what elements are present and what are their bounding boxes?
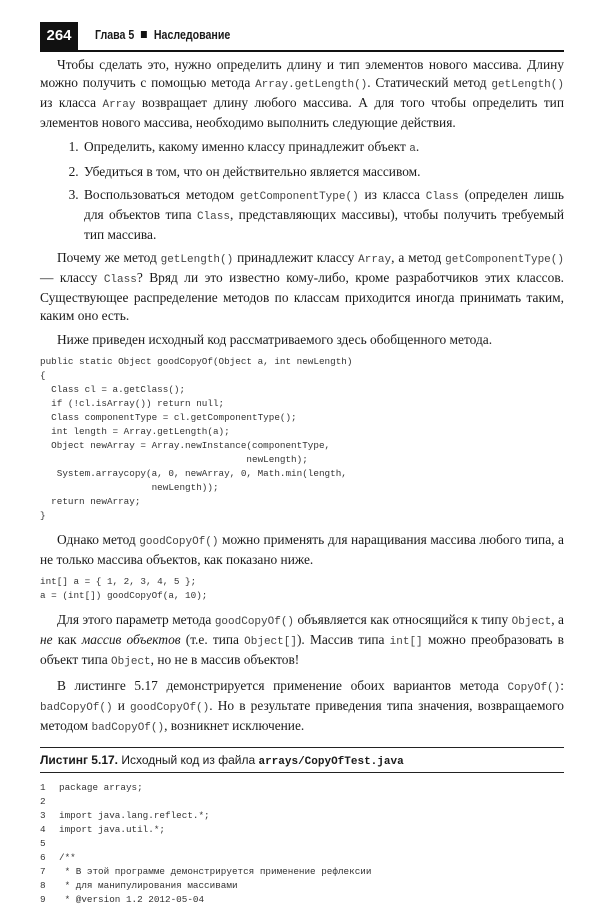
text-run: Определить, какому именно классу принадлежит объект bbox=[84, 139, 410, 154]
line-number: 6 bbox=[40, 852, 46, 863]
line-number: 2 bbox=[40, 796, 46, 807]
inline-code: Class bbox=[425, 191, 459, 203]
listing-filename: arrays/CopyOfTest.java bbox=[258, 756, 404, 768]
inline-code: int[] bbox=[389, 636, 423, 648]
listing-line bbox=[40, 837, 564, 851]
line-number: 3 bbox=[40, 810, 46, 821]
line-code: * В этой программе демонстрируется применение рефлексии bbox=[59, 866, 372, 877]
inline-code: Object bbox=[511, 616, 552, 628]
inline-code: getLength() bbox=[491, 79, 564, 91]
listing-line bbox=[40, 879, 564, 893]
code-line: Object newArray = Array.newInstance(componentType, bbox=[40, 440, 331, 451]
text-run: ? Вряд ли это известно кому-либо, кроме разработчиков этих классов. Существующее распределение методов по классам приходится иногда принимать таким, каким оно есть. bbox=[40, 270, 564, 323]
list-item bbox=[82, 138, 564, 158]
line-code: package arrays; bbox=[59, 782, 143, 793]
code-line: } bbox=[40, 510, 46, 521]
text-run: . bbox=[415, 139, 420, 154]
code-line: if (!cl.isArray()) return null; bbox=[40, 398, 225, 409]
listing-line bbox=[40, 823, 564, 837]
code-line: int length = Array.getLength(a); bbox=[40, 426, 230, 437]
paragraph bbox=[40, 331, 564, 349]
inline-code: goodCopyOf() bbox=[214, 616, 295, 628]
text-run: не bbox=[40, 632, 53, 647]
inline-code: Object[] bbox=[244, 636, 297, 648]
line-code: /** bbox=[59, 852, 76, 863]
text-run: , возникнет исключение. bbox=[164, 718, 305, 733]
code-block bbox=[40, 355, 564, 523]
list-item bbox=[82, 186, 564, 244]
paragraph bbox=[40, 677, 564, 737]
listing-label: Листинг 5.17. bbox=[40, 753, 118, 767]
text-run: принадлежит классу bbox=[233, 250, 359, 265]
page-number: 264 bbox=[40, 22, 78, 50]
text-run: : bbox=[560, 678, 564, 693]
listing-line bbox=[40, 865, 564, 879]
text-run: , а bbox=[551, 612, 564, 627]
text-run: из класса bbox=[358, 187, 426, 202]
code-line: newLength); bbox=[40, 454, 308, 465]
line-number: 5 bbox=[40, 838, 46, 849]
text-run: Однако метод bbox=[57, 532, 140, 547]
inline-code: Class bbox=[103, 274, 137, 286]
inline-code: Array bbox=[358, 254, 392, 266]
text-run: Ниже приведен исходный код рассматриваемого здесь обобщенного метода. bbox=[57, 332, 493, 347]
code-line: public static Object goodCopyOf(Object a, int newLength) bbox=[40, 356, 353, 367]
paragraph bbox=[40, 249, 564, 325]
code-line: return newArray; bbox=[40, 496, 141, 507]
inline-code: badCopyOf() bbox=[40, 702, 113, 714]
paragraph bbox=[40, 531, 564, 569]
text-run: можно применять для наращивания массива любого типа, а не только массива объектов, как показано ниже. bbox=[40, 532, 564, 567]
text-run: как bbox=[52, 632, 82, 647]
inline-code: getComponentType() bbox=[445, 254, 564, 266]
page-body bbox=[40, 56, 564, 915]
listing-line bbox=[40, 795, 564, 809]
text-run: Для этого параметр метода bbox=[57, 612, 215, 627]
text-run: из класса bbox=[40, 95, 103, 110]
line-code: * @version 1.2 2012-05-04 bbox=[59, 894, 205, 905]
code-line: a = (int[]) goodCopyOf(a, 10); bbox=[40, 590, 208, 601]
text-run: Убедиться в том, что он действительно является массивом. bbox=[84, 164, 421, 179]
text-run: В листинге 5.17 демонстрируется применение обоих вариантов метода bbox=[57, 678, 508, 693]
code-line: Class cl = a.getClass(); bbox=[40, 384, 186, 395]
text-run: ). Массив типа bbox=[296, 632, 390, 647]
text-run: можно преобразовать в объект типа bbox=[40, 632, 564, 667]
inline-code: Class bbox=[196, 211, 230, 223]
inline-code: goodCopyOf() bbox=[139, 536, 219, 548]
text-run: массив объектов bbox=[81, 632, 181, 647]
text-run: . Статический метод bbox=[367, 75, 492, 90]
text-run: Чтобы сделать это, нужно определить длину и тип элементов нового массива. Длину можно получить с помощью метода bbox=[40, 57, 564, 90]
square-bullet-icon bbox=[141, 31, 147, 38]
inline-code: getComponentType() bbox=[239, 191, 359, 203]
chapter-title bbox=[95, 28, 230, 42]
text-run: объявляется как относящийся к типу bbox=[294, 612, 512, 627]
text-run: , а метод bbox=[391, 250, 446, 265]
running-header bbox=[40, 22, 564, 52]
line-code: import java.util.*; bbox=[59, 824, 166, 835]
code-block bbox=[40, 575, 564, 603]
list-item bbox=[82, 163, 564, 181]
line-number: 7 bbox=[40, 866, 46, 877]
inline-code: Array.getLength() bbox=[255, 79, 368, 91]
text-run: возвращает длину любого массива. А для того чтобы определить тип элементов нового массива, необходимо выполнить следующие действия. bbox=[40, 95, 565, 130]
listing-line bbox=[40, 893, 564, 907]
code-line: Class componentType = cl.getComponentType(); bbox=[40, 412, 297, 423]
listing-code bbox=[40, 781, 564, 907]
text-run: (т.е. типа bbox=[180, 632, 245, 647]
inline-code: a bbox=[409, 143, 416, 155]
text-run: — классу bbox=[40, 270, 104, 285]
numbered-list bbox=[40, 138, 564, 244]
text-run: . Но в результате приведения типа значения, возвращаемого методом bbox=[40, 698, 564, 733]
listing-line bbox=[40, 781, 564, 795]
line-number: 8 bbox=[40, 880, 46, 891]
listing-line bbox=[40, 809, 564, 823]
code-line: int[] a = { 1, 2, 3, 4, 5 }; bbox=[40, 576, 197, 587]
line-number: 4 bbox=[40, 824, 46, 835]
chapter-label: Глава 5 bbox=[95, 28, 135, 42]
line-number: 9 bbox=[40, 894, 46, 905]
listing-line bbox=[40, 851, 564, 865]
code-line: System.arraycopy(a, 0, newArray, 0, Math.min(length, bbox=[40, 468, 347, 479]
inline-code: getLength() bbox=[160, 254, 234, 266]
text-run: , представляющих массивы), чтобы получить требуемый тип массива. bbox=[84, 207, 565, 242]
text-run: , но не в массив объектов! bbox=[150, 652, 300, 667]
listing-caption-text: Исходный код из файла bbox=[118, 753, 259, 767]
inline-code: CopyOf() bbox=[507, 682, 561, 694]
text-run: (определен лишь для объектов типа bbox=[84, 187, 564, 222]
paragraph bbox=[40, 611, 564, 671]
line-code: * для манипулирования массивами bbox=[59, 880, 238, 891]
text-run: Воспользоваться методом bbox=[84, 187, 240, 202]
code-line: newLength)); bbox=[40, 482, 219, 493]
section-label: Наследование bbox=[153, 28, 231, 42]
listing-caption bbox=[40, 747, 564, 773]
code-line: { bbox=[40, 370, 46, 381]
inline-code: goodCopyOf() bbox=[130, 702, 210, 714]
inline-code: Object bbox=[111, 656, 151, 668]
text-run: и bbox=[112, 698, 131, 713]
inline-code: badCopyOf() bbox=[91, 722, 165, 734]
text-run: Почему же метод bbox=[57, 250, 161, 265]
line-number: 1 bbox=[40, 782, 46, 793]
paragraph bbox=[40, 56, 564, 132]
inline-code: Array bbox=[102, 99, 136, 111]
line-code: import java.lang.reflect.*; bbox=[59, 810, 210, 821]
